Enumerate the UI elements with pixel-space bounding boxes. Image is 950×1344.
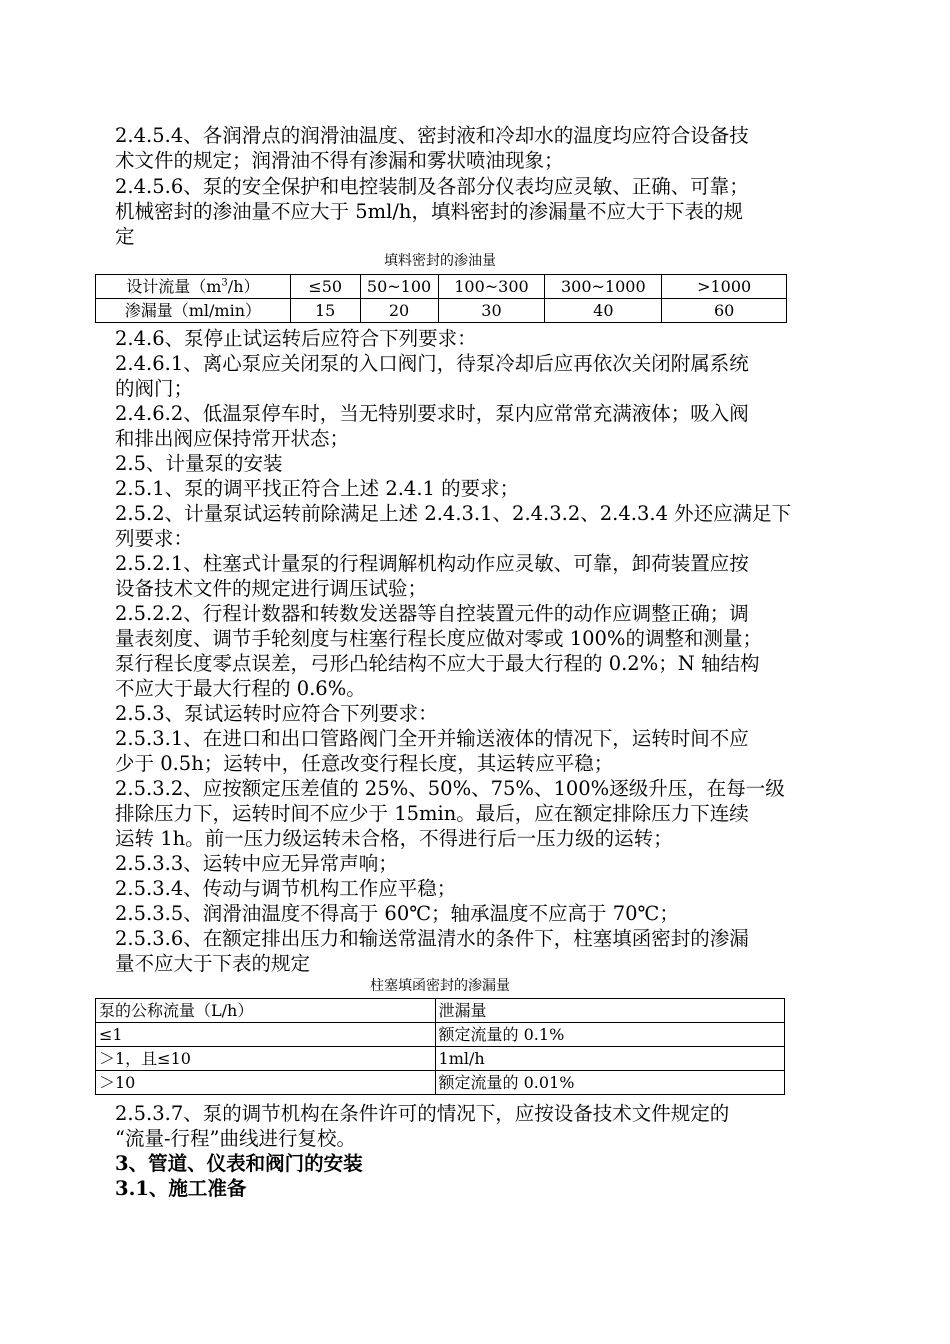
text-line: 运转 1h。前一压力级运转未合格，不得进行后一压力级的运转；: [115, 827, 673, 850]
packing-seal-leakage-table: [95, 274, 787, 323]
text-line: 2.5.3.7、泵的调节机构在条件许可的情况下，应按设备技术文件规定的: [115, 1102, 730, 1125]
table-cell: 40: [545, 299, 662, 323]
text-line: 2.5.1、泵的调平找正符合上述 2.4.1 的要求；: [115, 477, 520, 500]
text-line: 排除压力下，运转时间不应少于 15min。最后，应在额定排除压力下连续: [115, 802, 749, 825]
table-cell: 300~1000: [545, 275, 662, 299]
text-line: 2.4.5.4、各润滑点的润滑油温度、密封液和冷却水的温度均应符合设备技: [115, 124, 749, 147]
text-line: 不应大于最大行程的 0.6%。: [115, 677, 366, 700]
table-caption: 填料密封的渗油量: [384, 253, 496, 269]
text-line: 列要求：: [115, 527, 194, 550]
table-row: [96, 299, 787, 323]
table-cell: 额定流量的 0.1%: [435, 1023, 784, 1047]
text-line: 2.5.3.4、传动与调节机构工作应平稳；: [115, 877, 457, 900]
table-cell: 设计流量$(m^3/h)$: [96, 275, 291, 299]
table-cell: 50~100: [360, 275, 438, 299]
text-line: 2.5.3.6、在额定排出压力和输送常温清水的条件下，柱塞填函密封的渗漏: [115, 927, 749, 950]
text-line: “流量-行程”曲线进行复校。: [115, 1127, 357, 1150]
text-line: 少于 0.5h；运转中，任意改变行程长度，其运转应平稳；: [115, 752, 614, 775]
text-line: 2.4.5.6、泵的安全保护和电控装制及各部分仪表均应灵敏、正确、可靠；: [115, 175, 749, 198]
table-cell: 泵的公称流量（L/h）: [96, 999, 436, 1023]
table-row: [96, 1071, 785, 1095]
text-line: 2.5.2.1、柱塞式计量泵的行程调解机构动作应灵敏、可靠，卸荷装置应按: [115, 552, 749, 575]
text-line: 量表刻度、调节手轮刻度与柱塞行程长度应做对零或 100%的调整和测量；: [115, 627, 762, 650]
text-line: 2.5.3.2、应按额定压差值的 25%、50%、75%、100%逐级升压，在每一级: [115, 777, 785, 800]
table-cell: ＞10: [96, 1071, 436, 1095]
table-cell: ＞1，且≤10: [96, 1047, 436, 1071]
table-row: [96, 275, 787, 299]
table-cell: ≤1: [96, 1023, 436, 1047]
text-line: 2.5.3.5、润滑油温度不得高于 60℃；轴承温度不应高于 70℃；: [115, 902, 679, 925]
text-line: 的阀门；: [115, 377, 194, 400]
table-cell: 渗漏量（ml/min）: [96, 299, 291, 323]
table-row: [96, 999, 785, 1023]
table-cell: >1000: [662, 275, 787, 299]
table-cell: 20: [360, 299, 438, 323]
table-cell: 泄漏量: [435, 999, 784, 1023]
text-line: 2.5.2、计量泵试运转前除满足上述 2.4.3.1、2.4.3.2、2.4.3.4 外还应满足下: [115, 502, 792, 525]
section-heading: 3、管道、仪表和阀门的安装: [115, 1152, 363, 1175]
table-row: [96, 1023, 785, 1047]
text-line: 设备技术文件的规定进行调压试验；: [115, 577, 428, 600]
text-line: 2.4.6.1、离心泵应关闭泵的入口阀门，待泵冷却后应再依次关闭附属系统: [115, 352, 749, 375]
text-line: 量不应大于下表的规定: [115, 952, 311, 975]
text-line: 2.5.2.2、行程计数器和转数发送器等自控装置元件的动作应调整正确；调: [115, 602, 749, 625]
text-line: 泵行程长度零点误差，弓形凸轮结构不应大于最大行程的 0.2%；N 轴结构: [115, 652, 760, 675]
text-line: 2.4.6、泵停止试运转后应符合下列要求：: [115, 327, 477, 350]
table-cell: ≤50: [290, 275, 360, 299]
text-line: 和排出阀应保持常开状态；: [115, 427, 350, 450]
table-cell: 60: [662, 299, 787, 323]
text-line: 2.4.6.2、低温泵停车时，当无特别要求时，泵内应常常充满液体；吸入阀: [115, 402, 749, 425]
table-row: [96, 1047, 785, 1071]
plunger-seal-leakage-table: [95, 998, 785, 1095]
text-line: 2.5、计量泵的安装: [115, 452, 283, 475]
text-line: 术文件的规定；润滑油不得有渗漏和雾状喷油现象；: [115, 149, 564, 172]
text-line: 2.5.3.3、运转中应无异常声响；: [115, 852, 398, 875]
table-caption: 柱塞填函密封的渗漏量: [370, 978, 510, 994]
table-cell: 额定流量的 0.01%: [435, 1071, 784, 1095]
text-line: 机械密封的渗油量不应大于 5ml/h，填料密封的渗漏量不应大于下表的规: [115, 200, 743, 223]
table-cell: 30: [438, 299, 545, 323]
table-cell: 15: [290, 299, 360, 323]
subsection-heading: 3.1、施工准备: [115, 1177, 247, 1200]
text-line: 定: [115, 225, 135, 248]
text-line: 2.5.3、泵试运转时应符合下列要求：: [115, 702, 438, 725]
table-cell: 1ml/h: [435, 1047, 784, 1071]
table-cell: 100~300: [438, 275, 545, 299]
text-line: 2.5.3.1、在进口和出口管路阀门全开并输送液体的情况下，运转时间不应: [115, 727, 749, 750]
